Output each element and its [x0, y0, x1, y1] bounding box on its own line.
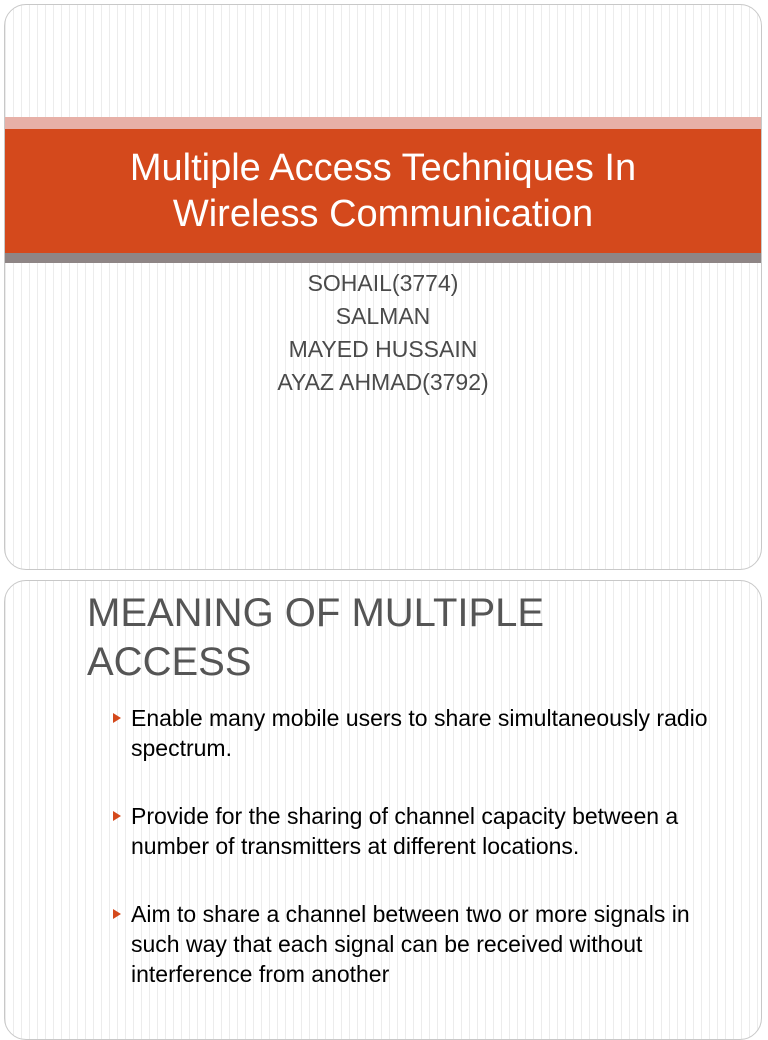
title-slide: [4, 4, 762, 570]
slide-heading: MEANING OF MULTIPLE ACCESS: [87, 591, 545, 684]
author-name: MAYED HUSSAIN: [288, 336, 478, 362]
author-name: SALMAN: [335, 303, 431, 329]
title-band: [5, 129, 761, 253]
content-slide: [4, 580, 762, 1040]
bullet-text: Aim to share a channel between two or more signals in such way that each signal can be received without interference from another: [131, 901, 690, 987]
bullet-item: [113, 899, 733, 989]
bullet-item: [113, 801, 733, 861]
title-top-stripe: [5, 117, 761, 129]
bullet-arrow-icon: [113, 909, 121, 919]
author-name: AYAZ AHMAD(3792): [277, 369, 489, 395]
bullet-item: [113, 703, 733, 763]
slide-title: Multiple Access Techniques In Wireless Communication: [129, 147, 637, 235]
author-name: SOHAIL(3774): [307, 270, 459, 296]
bullet-arrow-icon: [113, 811, 121, 821]
title-bottom-stripe: [5, 253, 761, 263]
bullet-list: [113, 703, 733, 1027]
bullet-arrow-icon: [113, 713, 121, 723]
author-list: [5, 267, 761, 399]
bullet-text: Provide for the sharing of channel capacity between a number of transmitters at different locations.: [131, 803, 679, 859]
bullet-text: Enable many mobile users to share simultaneously radio spectrum.: [131, 705, 708, 761]
